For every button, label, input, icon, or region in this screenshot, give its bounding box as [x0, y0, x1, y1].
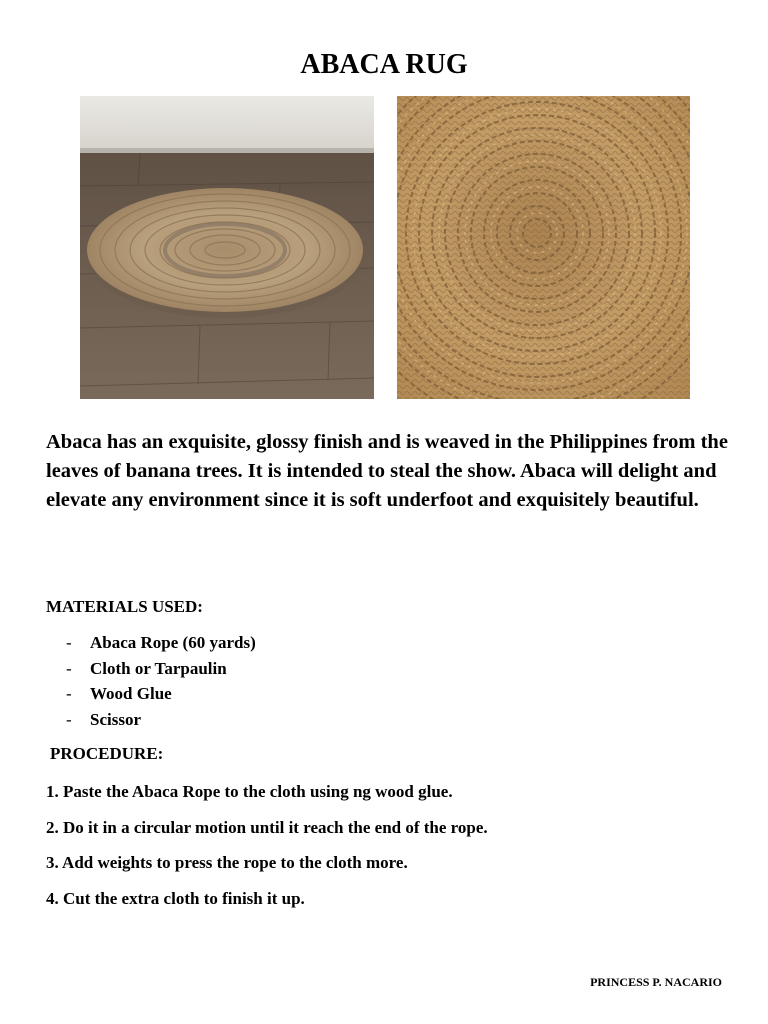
list-item	[66, 656, 256, 682]
list-item	[66, 707, 256, 733]
materials-list	[66, 630, 256, 732]
bullet-dash: -	[66, 709, 72, 729]
procedure-step: 2. Do it in a circular motion until it reach the end of the rope.	[46, 818, 488, 837]
bullet-dash: -	[66, 633, 72, 652]
material-label: Cloth or Tarpaulin	[90, 658, 227, 678]
list-item	[66, 630, 256, 656]
procedure-heading: PROCEDURE:	[50, 744, 164, 763]
list-item	[66, 681, 256, 707]
bullet-dash: -	[66, 684, 72, 703]
material-label: Scissor	[90, 709, 141, 729]
material-label: Abaca Rope (60 yards)	[90, 633, 256, 652]
bullet-dash: -	[66, 658, 72, 678]
procedure-step: 1. Paste the Abaca Rope to the cloth using ng wood glue.	[46, 782, 453, 801]
round-abaca-rug-on-floor-photo	[80, 96, 374, 399]
intro-paragraph: Abaca has an exquisite, glossy finish and is weaved in the Philippines from the leaves of banana trees. It is intended to steal the show. Abaca will delight and elevate any environment since it is soft underfoot and exquisitely beautiful.	[46, 431, 728, 511]
procedure-step: 3. Add weights to press the rope to the cloth more.	[46, 853, 408, 872]
procedure-step: 4. Cut the extra cloth to finish it up.	[46, 889, 305, 908]
abaca-rug-closeup-photo	[397, 96, 690, 399]
page-title: ABACA RUG	[300, 49, 468, 80]
author-name: PRINCESS P. NACARIO	[590, 975, 722, 989]
material-label: Wood Glue	[90, 684, 172, 703]
materials-heading: MATERIALS USED:	[46, 597, 203, 616]
